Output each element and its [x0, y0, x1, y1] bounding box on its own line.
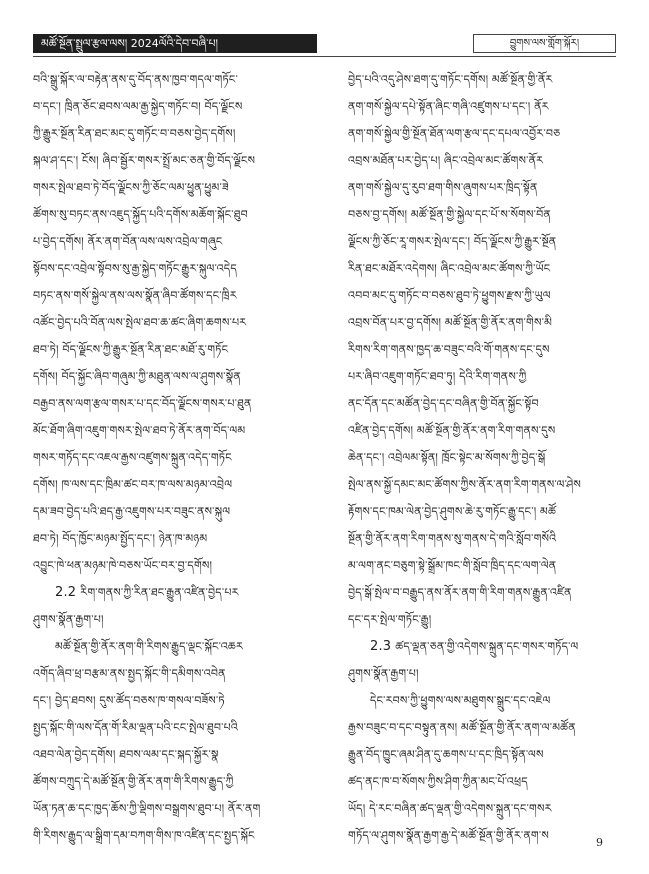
- text-line: བ་དང་། ཁྲིན་ཅོང་ཐབས་ལམ་རྒྱ་སྐྱེད་གཏོང་བ། བོད་ལྗོངས: [33, 100, 243, 113]
- text-line: སྤྱད་སྐོང་གི་ལས་དོན་གོ་རིམ་ལྡན་པའི་ངང་སྤེལ་ཐུབ་པའི: [33, 721, 238, 734]
- text-line: འབྲས་མཐོན་པར་བྱེད་པ། ཞིང་འབྲེལ་མང་ཚོགས་ནོར: [348, 154, 544, 167]
- paragraph-first-line: དེང་རབས་ཀྱི་ཕྱུགས་ལས་མཐུགས་སྒྲུང་དང་འཇེལ: [370, 694, 551, 707]
- text-line: སྤེལ་ནས་སྐྱོ་དམང་མང་ཚོགས་ཀྱིས་ནོར་ནག་རིག་གནས་ལ་ཤེས: [348, 478, 581, 491]
- text-line: འཐབ་ལེན་བྱེད་དགོས། ཐབས་ལམ་དང་སྐད་སྐྱོར་སྣ: [33, 748, 219, 761]
- text-line: འཚོང་བྱེད་པའི་བོན་ལས་སྤེལ་ཐབ་ཆ་ཚང་ཞིག་ཆགས་པར: [33, 316, 247, 329]
- section-heading-text: རིག་གནས་ཀྱི་རིན་ཐང་རྒྱུན་འཛིན་བྱེད་པར: [80, 586, 239, 599]
- text-line: དམ་ཟབ་བྱེད་པའི་ཐད་རྒྱ་འཇུགས་པར་བཟུང་ནས་སྐུལ: [33, 505, 231, 518]
- left-text-column: [33, 66, 301, 849]
- text-line: སྔོན་གྱི་ནོར་ནག་རིག་གནས་སུ་གནས་དེ་གའི་སློབ་གསོའི: [348, 532, 557, 545]
- text-line: གཏོད་ལ་ཤུགས་སྣོན་རྒྱག་རྒྱ་དེ་མཚོ་སྔོན་གྱི་ནོར་ནག་ས: [348, 829, 550, 842]
- text-line: རིན་ཐང་མཐོར་འདེགས། ཞིང་འབྲེལ་མང་ཚོགས་ཀྱི་ཡོང: [348, 262, 551, 275]
- text-line: བྱེད་སྒོ་སྤེལ་བ་བརྒྱུད་ནས་ནོར་ནག་གི་རིག་གནས་རྒྱུན་འཛིན: [348, 586, 572, 599]
- text-line: དགོས། ཁ་ལས་དང་ཁྲིམ་ཚང་བར་ཁ་ལས་མཉམ་འབྲེལ: [33, 478, 233, 491]
- text-line: ཡོད། དེ་རང་བཞིན་ཚད་ལྡན་གྱི་འདེགས་སྐྲུན་དང་གསར: [348, 802, 552, 815]
- text-line: ཡོན་ཏན་ཆ་དང་ཁྱད་ཆོས་ཀྱི་ལྡིགས་བསྒྲགས་ཐུབ་པ། ནོར་ནག: [33, 802, 261, 815]
- section-number: 2.3: [370, 639, 392, 654]
- text-line: ཤུགས་སྣོན་རྒྱག་པ།: [348, 667, 419, 680]
- text-line: མོང་ཐོག་ཞིག་འཇུག་གསར་སྤེལ་ཐབ་ཏེ་ནོར་ནག་བོད་ལམ: [33, 424, 246, 437]
- text-line: དགོས། བོད་སྐྱོང་ཞིབ་གཞུམ་ཀྱི་མཐུན་ལས་ལ་ཤུགས་སྣོན: [33, 370, 241, 383]
- text-line: ནག་གསོ་སྐྱེལ་དུ་རུབ་ཐག་གིས་ཞུགས་པར་ཁྲིད་སྟོན: [348, 181, 538, 194]
- section-header-box: བྱུགས་ལས་གློག་སྐོར།: [473, 34, 616, 53]
- paragraph-first-line: མཚོ་སྔོན་གྱི་ནོར་ནག་གི་རིགས་རྒྱུད་ལྡང་སྐོང་འཆར: [55, 640, 244, 653]
- text-line: ཚོགས་བཀྲུད་དེ་མཚོ་སྔོན་གྱི་ནོར་ནག་གི་རིགས་རྒྱུད་ཀྱི: [33, 775, 234, 788]
- text-line: རྒྱས་བཟུང་བ་དང་བསྟུན་ནས། མཚོ་སྔོན་གྱི་ནོར་ནག་ལ་མཚོན: [348, 721, 576, 734]
- text-line: དང་། བྱེད་ཐབས། དུས་ཚོད་བཅས་ཁ་གསལ་བཟོས་ཏེ: [33, 694, 225, 707]
- text-line: ཤུགས་སྣོན་རྒྱག་པ།: [33, 613, 104, 626]
- text-line: རྒྱུན་བོད་ཁྱུང་ཞམ་ཤིན་དུ་ཆགས་པ་དང་ཁྲིད་སྟོན་ལས: [348, 748, 544, 761]
- text-line: ནང་དོན་དང་མཚོན་བྱེད་དང་བཞིན་གྱི་བོན་སྐྱོང་སྟོབ: [348, 397, 539, 410]
- text-line: འཛིན་བྱེད་དགོས། མཚོ་སྔོན་གྱི་ནོར་ནག་རིག་གནས་དུས: [348, 424, 556, 437]
- text-line: པ་བྱེད་དགོས། ནོར་ནག་བོན་ལས་ལས་འབྲེལ་གཞུང: [33, 235, 223, 248]
- text-line: འགོད་ཞིབ་ཕྲ་བརྩམ་ནས་སྤྱད་སྐོང་གི་དམིགས་འབེན: [33, 667, 226, 680]
- text-line: པར་ཞིབ་འཇུག་གཏོང་ཐབ་ཏུ། དེའི་རིག་གནས་ཀྱི: [348, 370, 527, 383]
- section-heading: [33, 579, 301, 606]
- header-divider: [33, 56, 616, 57]
- text-line: བའི་སྒྲུ་སྐོར་ལ་བརྟེན་ནས་དུ་བོད་ནས་ཁྱབ་གདལ་གཏོང་: [33, 73, 238, 86]
- right-text-column: [348, 66, 616, 849]
- text-line: བཅས་བྱ་དགོས། མཚོ་སྔོན་གྱི་སྐྱེལ་དང་པོ་ས་སོགས་བོན: [348, 208, 551, 221]
- text-line: ཐབ་ཏེ། བོད་ལྗོངས་ཀྱི་རྒྱུར་སྔོན་རིན་ཐང་མཐོ་རུ་གཏོང: [33, 343, 229, 356]
- text-line: ཚད་ནང་ཁ་བ་སོགས་ཀྱིས་ཤིག་ཀྱིན་མང་པོ་འཕྲད: [348, 775, 528, 788]
- text-line: གསར་གཏོད་དང་འཇལ་རྒྱས་འཛུགས་སྐྲུན་འདེད་གཏོང: [33, 451, 232, 464]
- text-line: རིགས་རིག་གནས་ཁྱད་ཆ་བཟུང་བའི་གོ་གནས་དང་དུས: [348, 343, 550, 356]
- text-line: ཀྱི་རྒྱུར་སྔོན་རིན་ཐང་མང་དུ་གཏོང་བ་བཅས་བྱེད་དགོས།: [33, 127, 236, 140]
- text-line: ནག་གསོ་སྐྱེལ་དཔེ་སྟོན་ཞིང་གཞི་འཛུགས་པ་དང་། ནོར: [348, 100, 549, 113]
- text-line: འབབ་མང་དུ་གཏོང་བ་བཅས་ཐུབ་ཏེ་ཕྱུགས་རྫས་ཀྱི་ཡུལ: [348, 289, 551, 302]
- text-line: འབྱུང་ཁེ་ཕན་མཉམ་ཁེ་བཅས་ཡོང་བར་བྱ་དགོས།: [33, 559, 213, 572]
- text-line: དང་དར་སྤེལ་གཏོང་རྒྱུ།: [348, 613, 432, 626]
- section-heading: [348, 633, 616, 660]
- text-line: གསར་སྤེལ་ཐབ་ཏེ་བོད་ལྗོངས་ཀྱི་ཅོང་ལམ་ཕྱུན་ཕྱུམ་ཟེ: [33, 181, 229, 194]
- section-heading-text: ཚད་ལྡན་ཅན་གྱི་འདེགས་སྐྲུན་དང་གསར་གཏོད་ལ: [395, 640, 579, 653]
- text-line: བརྒྱབ་ནས་ལག་རྩལ་གསར་པ་དང་བོད་ལྗོངས་གསར་པ་ཐུན: [33, 397, 252, 410]
- running-header-title: མཚོ་སྔོན་སྤྲུལ་རྩལ་ལས། 2024ལོའི་དེབ་བཞི་པ།: [33, 34, 317, 53]
- text-line: མ་ལག་ནང་བཅུག་སྟེ་སྒྲོམ་ཁང་གི་སློབ་ཁྲིད་དང་ལག་ལེན: [348, 559, 557, 572]
- text-line: བཏང་ནས་གསོ་སྐྱེལ་ནས་ལས་སྣོན་ཞིབ་ཚོགས་དང་ཁྲིར: [33, 289, 237, 302]
- text-line: རྟོགས་དང་ཁམ་ལེན་བྱེད་ཤུགས་ཆེ་རུ་གཏོང་རྒྱུ་དང་། མཚོ: [348, 505, 557, 518]
- text-line: འབྲས་བོན་པར་བྱ་དགོས། མཚོ་སྔོན་གྱི་ནོར་ནག་གིས་མི: [348, 316, 552, 329]
- text-line: སྟོབས་དང་འབྲེལ་སྟོབས་སུ་རྒྱ་སྐྱེད་གཏོང་རྒྱུར་སྐུལ་འདེད: [33, 262, 237, 275]
- section-number: 2.2: [55, 585, 77, 600]
- text-line: སྐལ་ཤ་དང་། ངོས། ཞིབ་སྦྱོར་གསར་སྤྲོ་མང་ཅན་གྱི་བོད་ལྗོངས: [33, 154, 256, 167]
- page-number: 9: [596, 836, 603, 849]
- text-line: ཐབ་ཏེ། བོད་ཁྱོང་མཉམ་སྤྱོད་དང་། ཉེན་ཁ་མཉམ: [33, 532, 208, 545]
- text-line: བྱེད་པའི་འདུ་ཤེས་ཐག་དུ་གཏོང་དགོས། མཚོ་སྔོན་གྱི་ནོར: [348, 73, 553, 86]
- text-line: ཚོགས་སུ་བཏང་ནས་འཇུད་སྐྱོད་པའི་དགོས་མཆོག་སྐོང་ཐུབ: [33, 208, 248, 221]
- text-line: ནག་གསོ་སྐྱེལ་གྱི་སྔོན་ཐོན་ལག་རྩལ་དང་དཔལ་འབྱོར་བཅ: [348, 127, 561, 140]
- text-line: གི་རིགས་རྒྱུད་ལ་སྒྲིག་དམ་བཀག་གིས་ཁ་འཛིན་དང་སྤྱད་སྐོང: [33, 829, 255, 842]
- text-line: ཆེན་དང་། འབྲེལམ་སྟོན། ཁྲོང་སྟེང་མ་སོགས་ཀྱི་བྱེད་སྒོ: [348, 451, 546, 464]
- text-line: ལྗོངས་ཀྱི་ཅོང་རཱ་གསར་སྤེལ་དང་། བོད་ལྗོངས་ཀྱི་རྒྱུར་སྔོན: [348, 235, 557, 248]
